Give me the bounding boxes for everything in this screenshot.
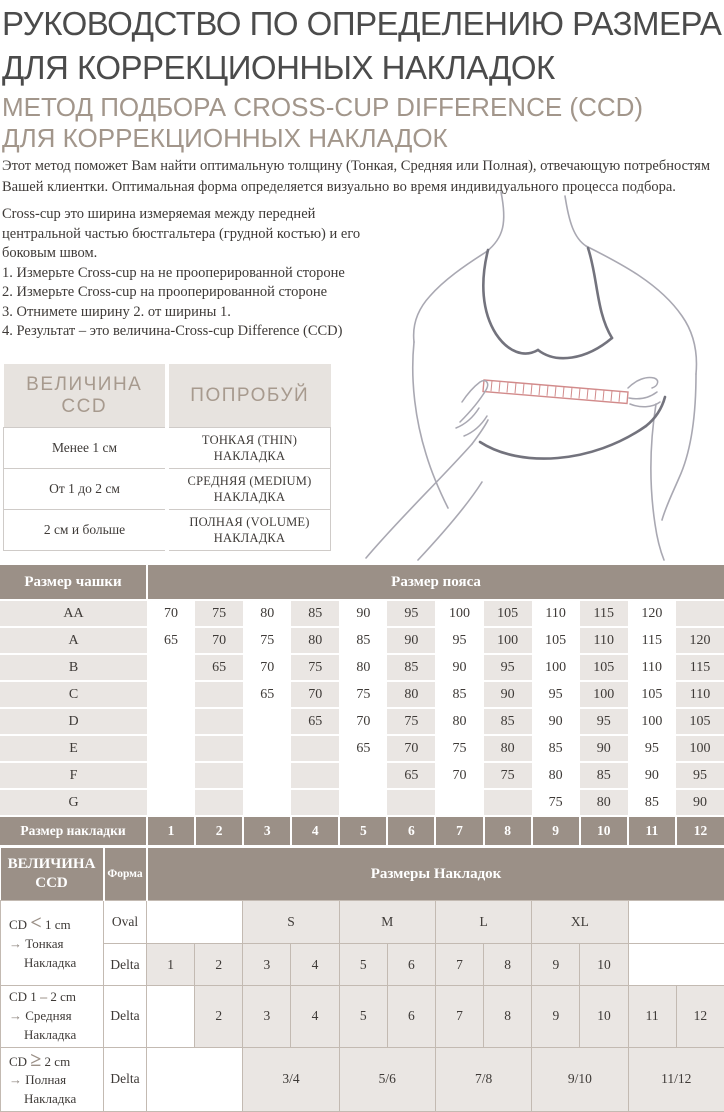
shape-cell: Delta: [104, 986, 147, 1048]
method-subtitle-line2: ДЛЯ КОРРЕКЦИОННЫХ НАКЛАДОК: [2, 123, 724, 154]
band-size-cell: 105: [532, 627, 580, 654]
band-size-cell: [435, 789, 483, 816]
ccd-guide-row: [4, 428, 331, 469]
page-title-line2: ДЛЯ КОРРЕКЦИОННЫХ НАКЛАДОК: [2, 46, 724, 90]
pad-size-cell: [147, 986, 195, 1048]
band-size-cell: 100: [628, 708, 676, 735]
band-size-cell: 110: [532, 600, 580, 627]
band-size-cell: 70: [243, 654, 291, 681]
ccd-range-cell: [1, 986, 104, 1048]
band-size-cell: 85: [532, 735, 580, 762]
pad-size-number: 6: [387, 816, 435, 845]
band-size-cell: 85: [435, 681, 483, 708]
cup-size-header: Размер чашки: [0, 565, 147, 600]
band-size-cell: 85: [387, 654, 435, 681]
band-size-cell: [147, 681, 195, 708]
band-size-cell: [147, 789, 195, 816]
ccd-header-line: ВЕЛИЧИНА: [2, 855, 102, 874]
ccd-range: Менее 1 см: [4, 428, 168, 469]
band-size-cell: 90: [532, 708, 580, 735]
band-size-cell: [243, 735, 291, 762]
band-size-cell: 100: [532, 654, 580, 681]
band-size-cell: 80: [387, 681, 435, 708]
band-size-cell: 80: [532, 762, 580, 789]
band-size-cell: 75: [484, 762, 532, 789]
pad-size-cell: 10: [580, 986, 628, 1048]
band-size-cell: [676, 600, 724, 627]
pad-size-cell: 1: [147, 944, 195, 986]
band-size-cell: 80: [580, 789, 628, 816]
pad-size-cell: 8: [484, 944, 532, 986]
pad-size-cell: 9: [532, 986, 580, 1048]
crosscup-description-line: боковым швом.: [2, 244, 462, 264]
band-size-cell: 85: [339, 627, 387, 654]
band-size-cell: 75: [195, 600, 243, 627]
ccd-range-cell: [1, 1047, 104, 1112]
ccd-range-line: CD < 1 cm: [9, 913, 99, 935]
band-size-cell: [484, 789, 532, 816]
measure-step: 3. Отнимете ширину 2. от ширины 1.: [2, 303, 462, 323]
pad-size-cell: 10: [580, 944, 628, 986]
cup-size-cell: A: [0, 627, 147, 654]
pad-size-cell: S: [243, 901, 339, 944]
band-size-cell: 95: [532, 681, 580, 708]
band-size-cell: [291, 762, 339, 789]
band-size-cell: 75: [339, 681, 387, 708]
band-size-cell: 110: [676, 681, 724, 708]
band-size-cell: 90: [628, 762, 676, 789]
arrow-icon: →: [9, 1072, 22, 1087]
pad-size-cell: 3: [243, 986, 291, 1048]
pad-size-number: 7: [435, 816, 483, 845]
pad-size-cell: 7/8: [435, 1047, 531, 1112]
band-size-cell: 120: [628, 600, 676, 627]
ccd-guide-row: [4, 510, 331, 551]
pad-size-cell: [628, 901, 724, 944]
cup-size-cell: AA: [0, 600, 147, 627]
arrow-icon: →: [9, 936, 22, 951]
pad-size-footer-row: [0, 816, 724, 845]
shape-cell: Delta: [104, 944, 147, 986]
band-size-cell: 85: [484, 708, 532, 735]
comparison-symbol: <: [30, 912, 41, 934]
cup-size-cell: F: [0, 762, 147, 789]
band-size-cell: 70: [387, 735, 435, 762]
band-size-header: Размер пояса: [147, 565, 724, 600]
size-chart-row: [0, 654, 724, 681]
comparison-symbol: –: [40, 990, 47, 1005]
ccd-size-column-header: [1, 848, 104, 901]
pad-size-cell: 11: [628, 986, 676, 1048]
band-size-cell: 80: [484, 735, 532, 762]
band-size-cell: 105: [484, 600, 532, 627]
band-size-cell: 115: [580, 600, 628, 627]
cup-size-cell: D: [0, 708, 147, 735]
band-size-cell: 100: [484, 627, 532, 654]
size-chart-row: [0, 681, 724, 708]
band-size-cell: 80: [291, 627, 339, 654]
band-size-cell: 70: [195, 627, 243, 654]
pad-size-cell: 7: [435, 986, 483, 1048]
band-size-cell: 90: [676, 789, 724, 816]
shape-cell: Delta: [104, 1047, 147, 1112]
intro-line: Этот метод поможет Вам найти оптимальную толщину (Тонкая, Средняя или Полная), отвечающую потребностям: [2, 156, 724, 177]
pad-size-number: 3: [243, 816, 291, 845]
method-subtitle-line1: МЕТОД ПОДБОРА CROSS-CUP DIFFERENCE (CCD): [2, 92, 724, 123]
band-size-cell: 85: [580, 762, 628, 789]
ccd-header-line: CCD: [2, 874, 102, 893]
band-size-cell: 90: [580, 735, 628, 762]
band-size-cell: 75: [532, 789, 580, 816]
pad-size-cell: 4: [291, 986, 339, 1048]
band-size-cell: 75: [435, 735, 483, 762]
band-size-cell: 110: [580, 627, 628, 654]
measure-step: 4. Результат – это величина-Cross-cup Difference (CCD): [2, 322, 462, 342]
band-size-cell: 110: [628, 654, 676, 681]
size-chart-row: [0, 708, 724, 735]
band-size-cell: 70: [339, 708, 387, 735]
measure-step: 2. Измерьте Cross-cup на прооперированной стороне: [2, 283, 462, 303]
band-size-cell: 105: [676, 708, 724, 735]
band-size-cell: [339, 789, 387, 816]
page-title-line1: РУКОВОДСТВО ПО ОПРЕДЕЛЕНИЮ РАЗМЕРА: [2, 2, 724, 46]
pad-word-line: Накладка: [9, 1090, 99, 1109]
shape-cell: Oval: [104, 901, 147, 944]
pad-size-cell: 3/4: [243, 1047, 339, 1112]
band-size-cell: 85: [291, 600, 339, 627]
pad-table-header-row: [1, 848, 724, 901]
pad-size-cell: 9: [532, 944, 580, 986]
size-chart-row: [0, 600, 724, 627]
pad-size-cell: [147, 901, 243, 944]
size-chart-row: [0, 735, 724, 762]
band-size-cell: 75: [387, 708, 435, 735]
band-size-cell: 105: [580, 654, 628, 681]
band-size-cell: 95: [580, 708, 628, 735]
ccd-range-line: CD 1 – 2 cm: [9, 988, 99, 1007]
arrow-icon: →: [9, 1008, 22, 1023]
page-title: [2, 2, 724, 90]
pad-size-cell: 2: [195, 986, 243, 1048]
pad-size-number: 5: [339, 816, 387, 845]
pad-suggestion: ТОНКАЯ (THIN) НАКЛАДКА: [167, 428, 331, 469]
pad-size-cell: 7: [435, 944, 483, 986]
ccd-range: 2 см и больше: [4, 510, 168, 551]
band-size-cell: 65: [195, 654, 243, 681]
band-size-cell: [195, 735, 243, 762]
pad-size-cell: XL: [532, 901, 628, 944]
band-size-cell: 75: [291, 654, 339, 681]
cup-size-cell: B: [0, 654, 147, 681]
band-size-cell: 95: [484, 654, 532, 681]
band-size-cell: [195, 789, 243, 816]
pad-size-cell: 2: [195, 944, 243, 986]
band-size-cell: 115: [676, 654, 724, 681]
ccd-value-column-header: ВЕЛИЧИНА CCD: [4, 364, 168, 428]
band-size-cell: 70: [147, 600, 195, 627]
band-size-cell: 95: [676, 762, 724, 789]
band-size-cell: 95: [387, 600, 435, 627]
pad-table-row: [1, 1047, 724, 1112]
ccd-range-line: CD ≥ 2 cm: [9, 1050, 99, 1072]
band-size-cell: 100: [676, 735, 724, 762]
band-size-cell: 95: [435, 627, 483, 654]
measurement-illustration: [360, 190, 724, 562]
band-size-cell: 100: [435, 600, 483, 627]
band-size-cell: [147, 708, 195, 735]
band-size-cell: 80: [435, 708, 483, 735]
pad-size-cell: [628, 944, 724, 986]
band-size-cell: 65: [387, 762, 435, 789]
pad-size-footer-label: Размер накладки: [0, 816, 147, 845]
measure-step: 1. Измерьте Cross-cup на не прооперированной стороне: [2, 264, 462, 284]
band-size-cell: [147, 654, 195, 681]
band-size-cell: [291, 735, 339, 762]
size-chart-header-row: [0, 565, 724, 600]
pad-sizes-header: Размеры Накладок: [147, 848, 724, 901]
comparison-symbol: ≥: [30, 1049, 41, 1071]
pad-size-cell: 6: [387, 986, 435, 1048]
band-size-cell: 65: [291, 708, 339, 735]
thickness-line: → Тонкая: [9, 935, 99, 954]
pad-size-cell: 9/10: [532, 1047, 628, 1112]
band-size-cell: 65: [147, 627, 195, 654]
band-size-cell: [291, 789, 339, 816]
pad-size-number: 1: [147, 816, 195, 845]
pad-size-cell: 6: [387, 944, 435, 986]
pad-size-cell: M: [339, 901, 435, 944]
band-size-cell: [147, 735, 195, 762]
ccd-range: От 1 до 2 см: [4, 469, 168, 510]
band-size-cell: 80: [243, 600, 291, 627]
pad-table-row: [1, 901, 724, 944]
ccd-guide-row: [4, 469, 331, 510]
size-chart-row: [0, 789, 724, 816]
pad-size-number: 12: [676, 816, 724, 845]
band-size-cell: [195, 708, 243, 735]
ccd-guide-header-row: [4, 364, 331, 428]
pad-size-cell: 11/12: [628, 1047, 724, 1112]
band-size-cell: [243, 762, 291, 789]
method-subtitle: [2, 92, 724, 154]
band-size-cell: 65: [243, 681, 291, 708]
pad-table-row: [1, 986, 724, 1048]
pad-size-number: 4: [291, 816, 339, 845]
band-size-cell: 80: [339, 654, 387, 681]
pad-size-cell: [147, 1047, 243, 1112]
pad-table-row: [1, 944, 724, 986]
ccd-range-cell: [1, 901, 104, 986]
thickness-line: → Полная: [9, 1071, 99, 1090]
band-size-cell: 115: [628, 627, 676, 654]
cup-size-cell: C: [0, 681, 147, 708]
pad-size-cell: 8: [484, 986, 532, 1048]
band-size-cell: [339, 762, 387, 789]
band-size-cell: [147, 762, 195, 789]
band-size-cell: 105: [628, 681, 676, 708]
pad-size-number: 9: [532, 816, 580, 845]
band-size-cell: 90: [339, 600, 387, 627]
pad-suggestion: СРЕДНЯЯ (MEDIUM) НАКЛАДКА: [167, 469, 331, 510]
ccd-guide-table: [3, 364, 331, 551]
pad-size-cell: 5: [339, 986, 387, 1048]
crosscup-description-line: Cross-cup это ширина измеряемая между передней: [2, 205, 462, 225]
pad-size-number: 11: [628, 816, 676, 845]
size-chart-row: [0, 762, 724, 789]
pad-size-cell: 12: [676, 986, 724, 1048]
pad-size-cell: 4: [291, 944, 339, 986]
pad-size-cell: 5: [339, 944, 387, 986]
pad-suggestion: ПОЛНАЯ (VOLUME) НАКЛАДКА: [167, 510, 331, 551]
size-chart-row: [0, 627, 724, 654]
band-size-cell: 75: [243, 627, 291, 654]
thickness-line: → Средняя: [9, 1007, 99, 1026]
band-size-cell: [387, 789, 435, 816]
try-column-header: ПОПРОБУЙ: [167, 364, 331, 428]
shape-column-header: Форма: [104, 848, 147, 901]
pad-size-cell: L: [435, 901, 531, 944]
pad-size-cell: 3: [243, 944, 291, 986]
band-size-cell: 120: [676, 627, 724, 654]
band-size-cell: 65: [339, 735, 387, 762]
band-size-cell: 70: [435, 762, 483, 789]
band-size-cell: 85: [628, 789, 676, 816]
band-size-cell: [243, 708, 291, 735]
band-size-cell: [195, 681, 243, 708]
band-size-cell: [243, 789, 291, 816]
intro-line: Вашей клиентки. Оптимальная форма определяется визуально во время индивидуального процесса подбора.: [2, 177, 724, 198]
pad-word-line: Накладка: [9, 1026, 99, 1045]
band-size-cell: 70: [291, 681, 339, 708]
pad-size-table: [0, 848, 724, 1112]
band-size-cell: 95: [628, 735, 676, 762]
bra-size-chart: [0, 565, 724, 845]
band-size-cell: 90: [435, 654, 483, 681]
pad-size-number: 10: [580, 816, 628, 845]
pad-word-line: Накладка: [9, 954, 99, 973]
band-size-cell: [195, 762, 243, 789]
crosscup-description-line: центральной частью бюстгальтера (грудной костью) и его: [2, 225, 462, 245]
pad-size-number: 8: [484, 816, 532, 845]
cup-size-cell: G: [0, 789, 147, 816]
pad-size-cell: 5/6: [339, 1047, 435, 1112]
band-size-cell: 100: [580, 681, 628, 708]
band-size-cell: 90: [387, 627, 435, 654]
band-size-cell: 90: [484, 681, 532, 708]
cup-size-cell: E: [0, 735, 147, 762]
pad-size-number: 2: [195, 816, 243, 845]
